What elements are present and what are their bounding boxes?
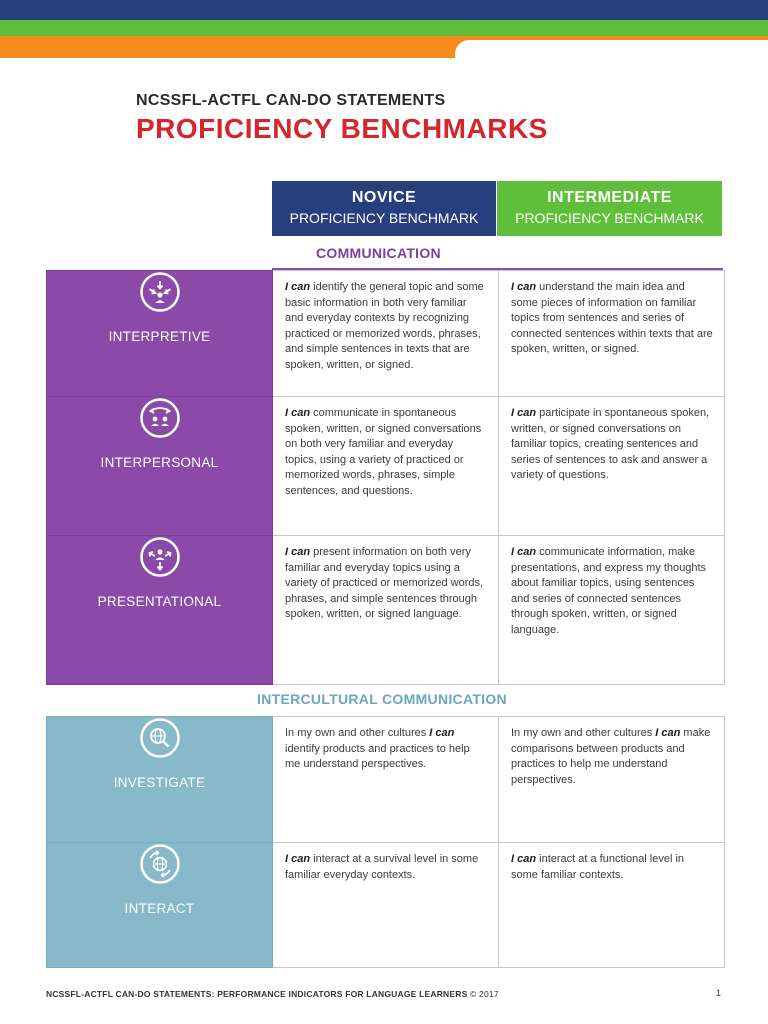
statement-text: identify products and practices to help me understand perspectives. bbox=[285, 742, 470, 770]
doc-subtitle: NCSSFL-ACTFL CAN-DO STATEMENTS bbox=[136, 92, 446, 109]
statement-text: communicate information, make presentations, and express my thoughts about familiar topics, using sentences and series of connected sentences through spoken, written, or signed language. bbox=[511, 546, 707, 636]
ican-lead: I can bbox=[285, 853, 311, 865]
statement-prefix: In my own and other cultures bbox=[285, 727, 430, 739]
mode-label: INVESTIGATE bbox=[113, 775, 206, 790]
page-number: 1 bbox=[716, 988, 722, 998]
investigate-icon bbox=[139, 717, 181, 759]
table-row bbox=[47, 717, 725, 843]
communication-table bbox=[46, 270, 725, 685]
presentational-icon bbox=[139, 536, 181, 578]
statement-text: interact at a survival level in some familiar everyday contexts. bbox=[285, 853, 479, 881]
mode-interpersonal bbox=[47, 397, 273, 536]
ican-lead: I can bbox=[429, 727, 455, 739]
ican-lead: I can bbox=[511, 281, 537, 293]
mode-investigate bbox=[47, 717, 273, 843]
header-stripe-blue bbox=[0, 0, 768, 20]
table-row bbox=[47, 843, 725, 968]
mode-presentational bbox=[47, 536, 273, 685]
cell-presentational-novice bbox=[273, 536, 499, 685]
cell-interpersonal-intermediate bbox=[499, 397, 725, 536]
table-row bbox=[47, 271, 725, 397]
column-novice-subtitle: PROFICIENCY BENCHMARK bbox=[289, 210, 479, 226]
cell-presentational-intermediate bbox=[499, 536, 725, 685]
ican-lead: I can bbox=[655, 727, 681, 739]
mode-interpretive bbox=[47, 271, 273, 397]
ican-lead: I can bbox=[511, 407, 537, 419]
mode-interact bbox=[47, 843, 273, 968]
table-row bbox=[47, 536, 725, 685]
cell-interpretive-novice bbox=[273, 271, 499, 397]
statement-text: understand the main idea and some pieces of information on familiar topics from sentences and series of connected sentences within texts that are spoken, written, or signed. bbox=[511, 281, 713, 355]
ican-lead: I can bbox=[511, 546, 537, 558]
cell-interact-intermediate bbox=[499, 843, 725, 968]
intercultural-table bbox=[46, 716, 725, 968]
column-intermediate-subtitle: PROFICIENCY BENCHMARK bbox=[515, 210, 704, 226]
cell-investigate-novice bbox=[273, 717, 499, 843]
doc-title: PROFICIENCY BENCHMARKS bbox=[136, 113, 548, 144]
statement-text: make comparisons between products and practices to help me understand perspectives. bbox=[511, 727, 711, 786]
column-header-novice bbox=[272, 181, 496, 236]
column-header-intermediate bbox=[497, 181, 722, 236]
mode-label: INTERACT bbox=[124, 901, 195, 916]
statement-prefix: In my own and other cultures bbox=[511, 727, 656, 739]
interpersonal-icon bbox=[139, 397, 181, 439]
footer-citation bbox=[46, 989, 499, 999]
mode-label: PRESENTATIONAL bbox=[97, 594, 222, 609]
header-stripe-green bbox=[0, 20, 768, 36]
mode-label: INTERPERSONAL bbox=[100, 455, 219, 470]
statement-text: present information on both very familiar and everyday topics using a variety of practiced or memorized words, phrases, and simple sentences through spoken, written, or signed language. bbox=[285, 546, 484, 620]
mode-label: INTERPRETIVE bbox=[108, 329, 211, 344]
interact-icon bbox=[139, 843, 181, 885]
cell-interpretive-intermediate bbox=[499, 271, 725, 397]
section-communication-label: COMMUNICATION bbox=[316, 245, 441, 261]
section-intercultural-label: INTERCULTURAL COMMUNICATION bbox=[257, 691, 507, 707]
ican-lead: I can bbox=[285, 281, 311, 293]
statement-text: participate in spontaneous spoken, written, or signed conversations on familiar topics, creating sentences and series of sentences to ask and answer a variety of questions. bbox=[511, 407, 710, 481]
interpretive-icon bbox=[139, 271, 181, 313]
cell-investigate-intermediate bbox=[499, 717, 725, 843]
header-stripe-notch bbox=[455, 40, 768, 58]
table-row bbox=[47, 397, 725, 536]
column-novice-title: NOVICE bbox=[351, 189, 417, 206]
cell-interact-novice bbox=[273, 843, 499, 968]
column-intermediate-title: INTERMEDIATE bbox=[547, 189, 672, 206]
statement-text: communicate in spontaneous spoken, written, or signed conversations on both very familiar and everyday topics, using a variety of practiced or memorized words, phrases, simple sentences, and questions. bbox=[285, 407, 482, 497]
statement-text: interact at a functional level in some familiar contexts. bbox=[511, 853, 685, 881]
ican-lead: I can bbox=[285, 407, 311, 419]
cell-interpersonal-novice bbox=[273, 397, 499, 536]
footer-copyright: © 2017 bbox=[467, 989, 499, 999]
statement-text: identify the general topic and some basic information in both very familiar and everyday contexts by recognizing practiced or memorized words, phrases, and simple sentences in texts that are spoken, written, or signed. bbox=[285, 281, 484, 371]
ican-lead: I can bbox=[511, 853, 537, 865]
ican-lead: I can bbox=[285, 546, 311, 558]
footer-title: NCSSFL-ACTFL CAN-DO STATEMENTS: PERFORMANCE INDICATORS FOR LANGUAGE LEARNERS bbox=[46, 989, 468, 999]
